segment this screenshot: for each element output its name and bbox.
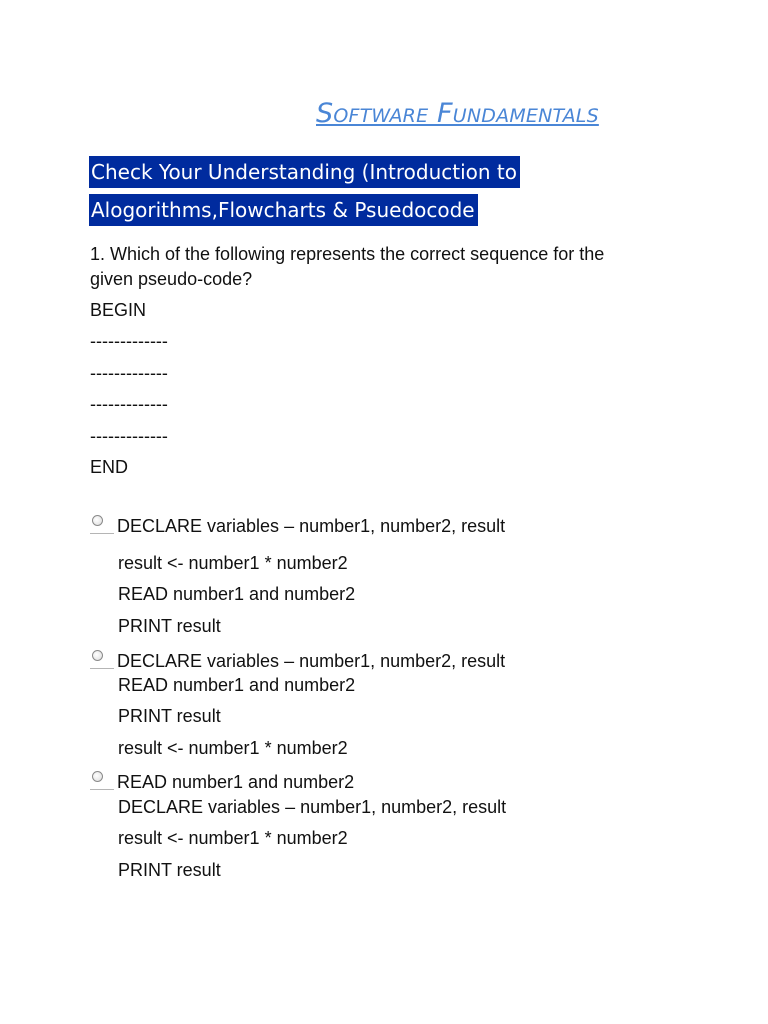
option-2-line-2: READ number1 and number2	[118, 675, 356, 695]
option-2-line-1: DECLARE variables – number1, number2, result	[117, 651, 506, 671]
code-line-begin: BEGIN	[90, 300, 147, 320]
code-line-end: END	[90, 457, 129, 477]
section-heading-line-2: Alogorithms,Flowcharts & Psuedocode	[89, 194, 478, 226]
radio-button-icon[interactable]	[92, 771, 103, 782]
code-line: -------------	[90, 394, 168, 414]
option-3-line-2: DECLARE variables – number1, number2, result	[118, 797, 507, 817]
option-3-line-4: PRINT result	[118, 860, 221, 880]
section-heading-line-1: Check Your Understanding (Introduction to	[89, 156, 520, 188]
radio-underline	[90, 668, 114, 669]
radio-button-icon[interactable]	[92, 650, 103, 661]
page-title: Software Fundamentals	[316, 98, 599, 129]
radio-underline	[90, 789, 114, 790]
code-line: -------------	[90, 331, 168, 351]
question-text-line-1: 1. Which of the following represents the correct sequence for the	[90, 244, 605, 264]
option-3-line-1: READ number1 and number2	[117, 772, 355, 792]
option-3-line-3: result <- number1 * number2	[118, 828, 348, 848]
question-text-line-2: given pseudo-code?	[90, 269, 253, 289]
option-1-line-4: PRINT result	[118, 616, 221, 636]
option-1-line-3: READ number1 and number2	[118, 584, 356, 604]
code-line: -------------	[90, 426, 168, 446]
option-2-line-3: PRINT result	[118, 706, 221, 726]
option-1-line-1: DECLARE variables – number1, number2, result	[117, 516, 506, 536]
option-2-line-4: result <- number1 * number2	[118, 738, 348, 758]
radio-button-icon[interactable]	[92, 515, 103, 526]
code-line: -------------	[90, 363, 168, 383]
option-1-line-2: result <- number1 * number2	[118, 553, 348, 573]
radio-underline	[90, 533, 114, 534]
